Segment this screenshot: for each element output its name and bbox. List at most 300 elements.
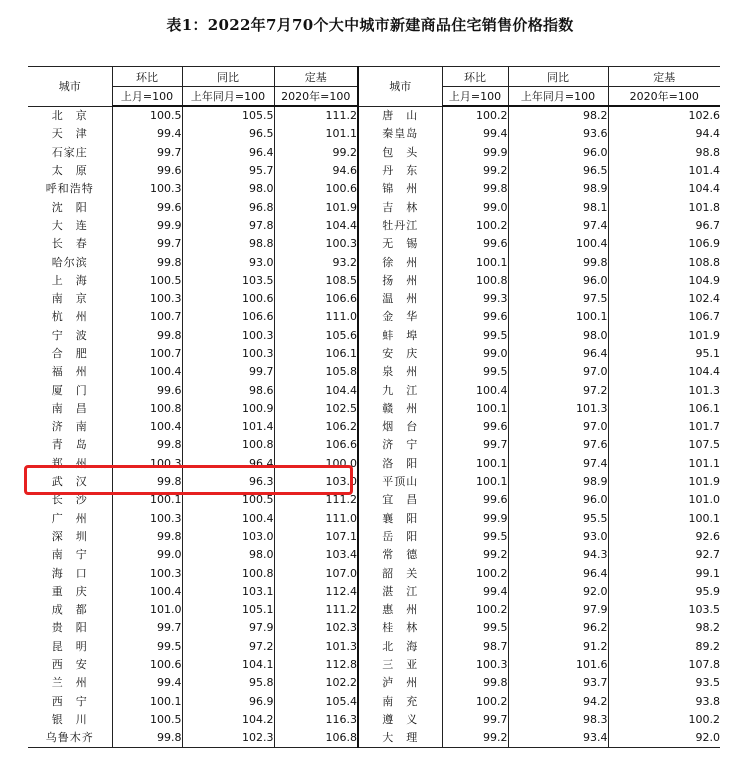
cell-left-fixed: 104.4 bbox=[274, 217, 358, 235]
cell-left-yoy: 100.3 bbox=[182, 345, 274, 363]
cell-right-mom: 99.6 bbox=[442, 308, 508, 326]
cell-right-fixed: 101.0 bbox=[688, 493, 720, 507]
cell-right-mom: 99.9 bbox=[442, 510, 508, 528]
cell-right-mom: 99.7 bbox=[442, 711, 508, 729]
cell-right-fixed: 92.0 bbox=[608, 729, 720, 748]
cell-right-yoy: 98.9 bbox=[508, 180, 608, 198]
table-row bbox=[28, 253, 720, 271]
cell-left-mom: 100.1 bbox=[112, 491, 182, 509]
cell-right-fixed: 104.4 bbox=[688, 182, 720, 196]
cell-left-city: 福 州 bbox=[28, 363, 112, 381]
cell-right-city: 丹 东 bbox=[358, 162, 442, 180]
table-row bbox=[28, 546, 720, 564]
cell-right-fixed: 92.6 bbox=[695, 529, 720, 543]
cell-right-mom: 99.4 bbox=[442, 125, 508, 143]
header-city-left: 城市 bbox=[28, 67, 112, 107]
cell-left-city: 太 原 bbox=[28, 162, 112, 180]
cell-right-fixed: 93.8 bbox=[695, 694, 720, 708]
cell-left-fixed: 106.1 bbox=[274, 345, 358, 363]
cell-right-mom: 99.2 bbox=[442, 162, 508, 180]
cell-right-yoy: 97.6 bbox=[508, 436, 608, 454]
cell-left-yoy: 95.7 bbox=[182, 162, 274, 180]
cell-left-fixed: 100.6 bbox=[274, 180, 358, 198]
cell-left-yoy: 97.8 bbox=[182, 217, 274, 235]
cell-left-yoy: 98.8 bbox=[182, 235, 274, 253]
table-row bbox=[28, 638, 720, 656]
cell-right-yoy: 96.4 bbox=[508, 564, 608, 582]
cell-left-fixed: 101.9 bbox=[274, 198, 358, 216]
cell-left-city: 济 南 bbox=[28, 418, 112, 436]
cell-left-fixed: 102.3 bbox=[274, 619, 358, 637]
cell-left-city: 深 圳 bbox=[28, 528, 112, 546]
cell-left-city: 北 京 bbox=[28, 106, 112, 125]
cell-left-mom: 100.3 bbox=[112, 564, 182, 582]
cell-right-city: 烟 台 bbox=[358, 418, 442, 436]
cell-left-mom: 100.3 bbox=[112, 180, 182, 198]
table-row bbox=[28, 235, 720, 253]
cell-left-yoy: 96.3 bbox=[182, 473, 274, 491]
cell-left-mom: 99.9 bbox=[112, 217, 182, 235]
cell-right-city: 吉 林 bbox=[358, 198, 442, 216]
cell-left-mom: 100.3 bbox=[112, 290, 182, 308]
cell-left-yoy: 103.1 bbox=[182, 583, 274, 601]
cell-left-fixed: 105.4 bbox=[274, 693, 358, 711]
cell-right-city: 桂 林 bbox=[358, 619, 442, 637]
cell-left-city: 贵 阳 bbox=[28, 619, 112, 637]
cell-right-yoy: 94.3 bbox=[508, 546, 608, 564]
cell-left-yoy: 98.0 bbox=[182, 546, 274, 564]
table-row bbox=[28, 106, 720, 125]
cell-left-fixed: 103.0 bbox=[274, 473, 358, 491]
cell-right-city: 三 亚 bbox=[358, 656, 442, 674]
cell-right-fixed: 93.5 bbox=[695, 676, 720, 690]
cell-left-city: 武 汉 bbox=[28, 473, 112, 491]
cell-right-yoy: 98.3 bbox=[508, 711, 608, 729]
cell-left-yoy: 96.5 bbox=[182, 125, 274, 143]
cell-left-city: 银 川 bbox=[28, 711, 112, 729]
cell-right-fixed: 95.1 bbox=[695, 347, 720, 360]
cell-right-city: 九 江 bbox=[358, 381, 442, 399]
cell-left-yoy: 100.5 bbox=[182, 491, 274, 509]
cell-left-fixed: 116.3 bbox=[274, 711, 358, 729]
cell-left-mom: 99.8 bbox=[112, 327, 182, 345]
cell-left-fixed: 106.6 bbox=[274, 290, 358, 308]
cell-right-yoy: 94.2 bbox=[508, 693, 608, 711]
cell-right-mom: 98.7 bbox=[442, 638, 508, 656]
cell-right-city: 温 州 bbox=[358, 290, 442, 308]
cell-left-fixed: 112.4 bbox=[274, 583, 358, 601]
cell-left-city: 上 海 bbox=[28, 272, 112, 290]
cell-right-yoy: 98.9 bbox=[508, 473, 608, 491]
cell-left-city: 南 京 bbox=[28, 290, 112, 308]
cell-left-mom: 99.8 bbox=[112, 528, 182, 546]
cell-right-yoy: 101.3 bbox=[508, 400, 608, 418]
cell-right-yoy: 96.5 bbox=[508, 162, 608, 180]
cell-left-city: 青 岛 bbox=[28, 436, 112, 454]
cell-left-yoy: 106.6 bbox=[182, 308, 274, 326]
header-fixed-right: 定基 bbox=[608, 67, 720, 87]
cell-left-mom: 99.5 bbox=[112, 638, 182, 656]
cell-right-mom: 100.8 bbox=[442, 272, 508, 290]
cell-left-yoy: 100.9 bbox=[182, 400, 274, 418]
cell-left-mom: 100.5 bbox=[112, 272, 182, 290]
cell-right-mom: 100.1 bbox=[442, 473, 508, 491]
cell-right-mom: 100.4 bbox=[442, 381, 508, 399]
cell-left-yoy: 100.6 bbox=[182, 290, 274, 308]
cell-right-city: 韶 关 bbox=[358, 564, 442, 582]
cell-left-fixed: 102.5 bbox=[274, 400, 358, 418]
cell-right-fixed: 100.2 bbox=[688, 712, 720, 726]
cell-right-city: 泸 州 bbox=[358, 674, 442, 692]
cell-right-mom: 100.2 bbox=[442, 564, 508, 582]
cell-left-fixed: 107.1 bbox=[274, 528, 358, 546]
table-row bbox=[28, 162, 720, 180]
cell-left-fixed: 100.0 bbox=[274, 455, 358, 473]
cell-right-yoy: 100.1 bbox=[508, 308, 608, 326]
cell-left-mom: 100.4 bbox=[112, 583, 182, 601]
cell-left-yoy: 93.0 bbox=[182, 253, 274, 271]
cell-left-city: 长 春 bbox=[28, 235, 112, 253]
cell-left-city: 兰 州 bbox=[28, 674, 112, 692]
header-yoy-left: 同比 bbox=[182, 67, 274, 87]
cell-right-yoy: 100.4 bbox=[508, 235, 608, 253]
cell-left-city: 成 都 bbox=[28, 601, 112, 619]
cell-right-fixed: 104.4 bbox=[688, 365, 720, 379]
cell-right-mom: 100.2 bbox=[442, 693, 508, 711]
cell-right-city: 泉 州 bbox=[358, 363, 442, 381]
cell-right-fixed: 101.1 bbox=[688, 456, 720, 470]
cell-right-yoy: 91.2 bbox=[508, 638, 608, 656]
cell-left-fixed: 94.6 bbox=[274, 162, 358, 180]
cell-right-fixed: 99.1 bbox=[695, 566, 720, 580]
cell-left-yoy: 104.1 bbox=[182, 656, 274, 674]
cell-left-city: 哈尔滨 bbox=[28, 253, 112, 271]
cell-left-city: 大 连 bbox=[28, 217, 112, 235]
table-row bbox=[28, 418, 720, 436]
cell-right-fixed: 95.9 bbox=[695, 584, 720, 598]
cell-left-yoy: 100.8 bbox=[182, 564, 274, 582]
cell-left-fixed: 99.2 bbox=[274, 144, 358, 162]
cell-right-city: 湛 江 bbox=[358, 583, 442, 601]
cell-left-mom: 100.7 bbox=[112, 308, 182, 326]
cell-right-city: 襄 阳 bbox=[358, 510, 442, 528]
cell-left-city: 郑 州 bbox=[28, 455, 112, 473]
cell-right-fixed: 103.5 bbox=[688, 603, 720, 617]
table-row bbox=[28, 308, 720, 326]
cell-left-mom: 101.0 bbox=[112, 601, 182, 619]
header-fixed-left: 定基 bbox=[274, 67, 358, 87]
cell-right-yoy: 96.2 bbox=[508, 619, 608, 637]
cell-left-yoy: 97.2 bbox=[182, 638, 274, 656]
cell-left-mom: 100.3 bbox=[112, 510, 182, 528]
cell-right-fixed: 101.4 bbox=[688, 164, 720, 178]
table-row bbox=[28, 674, 720, 692]
header-yoy-base-left: 上年同月=100 bbox=[182, 87, 274, 107]
header-mom-base-right: 上月=100 bbox=[442, 87, 508, 107]
cell-right-fixed: 101.7 bbox=[688, 420, 720, 434]
cell-right-mom: 99.5 bbox=[442, 619, 508, 637]
cell-left-fixed: 105.8 bbox=[274, 363, 358, 381]
cell-left-city: 沈 阳 bbox=[28, 198, 112, 216]
cell-right-city: 包 头 bbox=[358, 144, 442, 162]
cell-right-yoy: 98.1 bbox=[508, 198, 608, 216]
cell-right-city: 平顶山 bbox=[358, 473, 442, 491]
cell-right-city: 遵 义 bbox=[358, 711, 442, 729]
cell-right-yoy: 96.0 bbox=[508, 144, 608, 162]
cell-right-yoy: 97.9 bbox=[508, 601, 608, 619]
cell-left-yoy: 96.8 bbox=[182, 198, 274, 216]
highlight-box bbox=[24, 465, 353, 495]
cell-right-mom: 99.0 bbox=[442, 198, 508, 216]
cell-right-city: 无 锡 bbox=[358, 235, 442, 253]
cell-right-city: 扬 州 bbox=[358, 272, 442, 290]
table-row bbox=[28, 510, 720, 528]
cell-right-fixed: 106.7 bbox=[688, 310, 720, 324]
cell-right-mom: 99.4 bbox=[442, 583, 508, 601]
cell-right-yoy: 92.0 bbox=[508, 583, 608, 601]
cell-right-mom: 99.6 bbox=[442, 418, 508, 436]
cell-right-yoy: 96.4 bbox=[508, 345, 608, 363]
cell-right-city: 洛 阳 bbox=[358, 455, 442, 473]
cell-left-fixed: 100.3 bbox=[274, 235, 358, 253]
table-row bbox=[28, 363, 720, 381]
header-yoy-right: 同比 bbox=[508, 67, 608, 87]
cell-left-yoy: 96.4 bbox=[182, 144, 274, 162]
cell-right-fixed: 106.1 bbox=[688, 401, 720, 415]
cell-left-fixed: 106.2 bbox=[274, 418, 358, 436]
cell-left-yoy: 96.9 bbox=[182, 693, 274, 711]
cell-right-yoy: 97.4 bbox=[508, 455, 608, 473]
cell-right-fixed: 98.2 bbox=[695, 621, 720, 635]
cell-left-mom: 99.6 bbox=[112, 198, 182, 216]
cell-left-fixed: 107.0 bbox=[274, 564, 358, 582]
price-index-table bbox=[28, 66, 720, 748]
cell-right-yoy: 95.5 bbox=[508, 510, 608, 528]
cell-left-fixed: 111.2 bbox=[274, 601, 358, 619]
cell-left-fixed: 111.0 bbox=[274, 510, 358, 528]
cell-right-mom: 99.0 bbox=[442, 345, 508, 363]
table-row bbox=[28, 656, 720, 674]
cell-left-city: 宁 波 bbox=[28, 327, 112, 345]
cell-right-city: 岳 阳 bbox=[358, 528, 442, 546]
cell-left-city: 合 肥 bbox=[28, 345, 112, 363]
cell-right-mom: 100.2 bbox=[442, 217, 508, 235]
cell-left-yoy: 100.3 bbox=[182, 327, 274, 345]
table-title: 表1：2022年7月70个大中城市新建商品住宅销售价格指数 bbox=[166, 16, 574, 34]
table-row bbox=[28, 272, 720, 290]
cell-left-yoy: 101.4 bbox=[182, 418, 274, 436]
table-row bbox=[28, 144, 720, 162]
cell-right-fixed: 101.9 bbox=[688, 328, 720, 342]
cell-right-mom: 99.5 bbox=[442, 327, 508, 345]
cell-left-yoy: 103.0 bbox=[182, 528, 274, 546]
cell-left-mom: 99.8 bbox=[112, 436, 182, 454]
cell-left-mom: 100.4 bbox=[112, 418, 182, 436]
cell-right-fixed: 98.8 bbox=[695, 145, 720, 159]
cell-right-city: 锦 州 bbox=[358, 180, 442, 198]
cell-left-mom: 99.8 bbox=[112, 729, 182, 748]
cell-right-fixed: 101.3 bbox=[688, 383, 720, 397]
cell-right-mom: 100.1 bbox=[442, 455, 508, 473]
cell-right-city: 济 宁 bbox=[358, 436, 442, 454]
cell-right-fixed: 89.2 bbox=[695, 639, 720, 653]
cell-left-yoy: 105.1 bbox=[182, 601, 274, 619]
cell-left-mom: 100.6 bbox=[112, 656, 182, 674]
cell-left-yoy: 100.4 bbox=[182, 510, 274, 528]
cell-right-mom: 99.8 bbox=[442, 674, 508, 692]
cell-right-fixed: 100.1 bbox=[688, 511, 720, 525]
cell-left-city: 西 宁 bbox=[28, 693, 112, 711]
table-row bbox=[28, 729, 720, 748]
table-row bbox=[28, 327, 720, 345]
cell-right-yoy: 97.0 bbox=[508, 363, 608, 381]
cell-left-city: 呼和浩特 bbox=[28, 180, 112, 198]
cell-left-mom: 100.4 bbox=[112, 363, 182, 381]
cell-right-city: 安 庆 bbox=[358, 345, 442, 363]
table-row bbox=[28, 693, 720, 711]
cell-left-fixed: 104.4 bbox=[274, 381, 358, 399]
cell-left-mom: 99.0 bbox=[112, 546, 182, 564]
cell-left-yoy: 104.2 bbox=[182, 711, 274, 729]
cell-right-fixed: 101.9 bbox=[688, 475, 720, 489]
cell-left-fixed: 101.1 bbox=[274, 125, 358, 143]
cell-right-mom: 99.7 bbox=[442, 436, 508, 454]
cell-right-yoy: 98.2 bbox=[508, 106, 608, 125]
cell-right-mom: 100.1 bbox=[442, 400, 508, 418]
cell-right-mom: 99.5 bbox=[442, 363, 508, 381]
cell-right-city: 蚌 埠 bbox=[358, 327, 442, 345]
cell-right-yoy: 97.0 bbox=[508, 418, 608, 436]
cell-left-mom: 99.4 bbox=[112, 674, 182, 692]
cell-right-mom: 99.8 bbox=[442, 180, 508, 198]
table-row bbox=[28, 583, 720, 601]
table-row bbox=[28, 217, 720, 235]
cell-left-city: 广 州 bbox=[28, 510, 112, 528]
cell-right-city: 徐 州 bbox=[358, 253, 442, 271]
cell-right-fixed: 102.6 bbox=[688, 109, 720, 123]
cell-left-yoy: 100.8 bbox=[182, 436, 274, 454]
table-row bbox=[28, 564, 720, 582]
cell-right-fixed: 107.5 bbox=[688, 438, 720, 452]
table-row bbox=[28, 601, 720, 619]
cell-left-mom: 99.8 bbox=[112, 473, 182, 491]
cell-right-city: 唐 山 bbox=[358, 106, 442, 125]
cell-left-mom: 99.7 bbox=[112, 619, 182, 637]
cell-right-city: 惠 州 bbox=[358, 601, 442, 619]
cell-left-city: 南 昌 bbox=[28, 400, 112, 418]
cell-left-yoy: 96.4 bbox=[182, 455, 274, 473]
header-yoy-base-right: 上年同月=100 bbox=[508, 87, 608, 107]
cell-right-fixed: 106.9 bbox=[688, 237, 720, 251]
cell-right-fixed: 96.7 bbox=[695, 218, 720, 232]
cell-left-mom: 100.7 bbox=[112, 345, 182, 363]
cell-left-mom: 100.5 bbox=[112, 106, 182, 125]
cell-right-city: 宜 昌 bbox=[358, 491, 442, 509]
cell-right-yoy: 93.0 bbox=[508, 528, 608, 546]
cell-left-fixed: 111.2 bbox=[274, 106, 358, 125]
cell-left-city: 石家庄 bbox=[28, 144, 112, 162]
cell-right-mom: 99.2 bbox=[442, 546, 508, 564]
cell-right-mom: 99.6 bbox=[442, 235, 508, 253]
cell-left-mom: 99.6 bbox=[112, 381, 182, 399]
cell-right-yoy: 93.4 bbox=[508, 729, 608, 748]
cell-left-yoy: 105.5 bbox=[182, 106, 274, 125]
cell-right-yoy: 99.8 bbox=[508, 253, 608, 271]
cell-left-mom: 99.6 bbox=[112, 162, 182, 180]
cell-right-mom: 99.2 bbox=[442, 729, 508, 748]
cell-right-yoy: 96.0 bbox=[508, 491, 608, 509]
table-row bbox=[28, 528, 720, 546]
cell-right-yoy: 96.0 bbox=[508, 272, 608, 290]
header-fixed-base-right: 2020年=100 bbox=[608, 87, 720, 107]
cell-left-mom: 99.4 bbox=[112, 125, 182, 143]
cell-left-yoy: 102.3 bbox=[182, 729, 274, 748]
cell-left-city: 杭 州 bbox=[28, 308, 112, 326]
header-mom-left: 环比 bbox=[112, 67, 182, 87]
table-row bbox=[28, 180, 720, 198]
cell-left-mom: 99.8 bbox=[112, 253, 182, 271]
cell-right-city: 秦皇岛 bbox=[358, 125, 442, 143]
table-row bbox=[28, 711, 720, 729]
cell-left-fixed: 111.2 bbox=[274, 491, 358, 509]
cell-left-fixed: 106.6 bbox=[274, 436, 358, 454]
cell-right-fixed: 108.8 bbox=[688, 255, 720, 269]
cell-left-city: 厦 门 bbox=[28, 381, 112, 399]
cell-left-fixed: 111.0 bbox=[274, 308, 358, 326]
cell-right-mom: 99.6 bbox=[442, 491, 508, 509]
cell-right-mom: 100.2 bbox=[442, 601, 508, 619]
cell-left-city: 西 安 bbox=[28, 656, 112, 674]
cell-left-yoy: 98.0 bbox=[182, 180, 274, 198]
cell-left-yoy: 103.5 bbox=[182, 272, 274, 290]
cell-left-city: 南 宁 bbox=[28, 546, 112, 564]
cell-right-city: 牡丹江 bbox=[358, 217, 442, 235]
cell-left-fixed: 106.8 bbox=[274, 729, 358, 748]
cell-right-fixed: 101.8 bbox=[688, 200, 720, 214]
cell-left-fixed: 93.2 bbox=[274, 253, 358, 271]
cell-right-city: 常 德 bbox=[358, 546, 442, 564]
table-row bbox=[28, 381, 720, 399]
table-row bbox=[28, 290, 720, 308]
cell-left-yoy: 98.6 bbox=[182, 381, 274, 399]
cell-left-fixed: 103.4 bbox=[274, 546, 358, 564]
cell-right-city: 金 华 bbox=[358, 308, 442, 326]
cell-right-fixed: 104.9 bbox=[688, 273, 720, 287]
cell-left-yoy: 95.8 bbox=[182, 674, 274, 692]
cell-left-fixed: 112.8 bbox=[274, 656, 358, 674]
cell-left-fixed: 101.3 bbox=[274, 638, 358, 656]
cell-left-city: 昆 明 bbox=[28, 638, 112, 656]
cell-right-fixed: 92.7 bbox=[695, 548, 720, 562]
table-row bbox=[28, 436, 720, 454]
cell-right-mom: 100.3 bbox=[442, 656, 508, 674]
table-row bbox=[28, 345, 720, 363]
cell-right-yoy: 101.6 bbox=[508, 656, 608, 674]
cell-left-fixed: 108.5 bbox=[274, 272, 358, 290]
cell-left-mom: 100.5 bbox=[112, 711, 182, 729]
header-mom-base-left: 上月=100 bbox=[112, 87, 182, 107]
cell-right-mom: 100.1 bbox=[442, 253, 508, 271]
cell-left-mom: 100.3 bbox=[112, 455, 182, 473]
cell-left-city: 海 口 bbox=[28, 564, 112, 582]
cell-right-yoy: 97.2 bbox=[508, 381, 608, 399]
table-row bbox=[28, 619, 720, 637]
cell-right-mom: 99.5 bbox=[442, 528, 508, 546]
cell-right-yoy: 93.6 bbox=[508, 125, 608, 143]
cell-right-yoy: 97.5 bbox=[508, 290, 608, 308]
cell-left-yoy: 97.9 bbox=[182, 619, 274, 637]
cell-right-yoy: 93.7 bbox=[508, 674, 608, 692]
